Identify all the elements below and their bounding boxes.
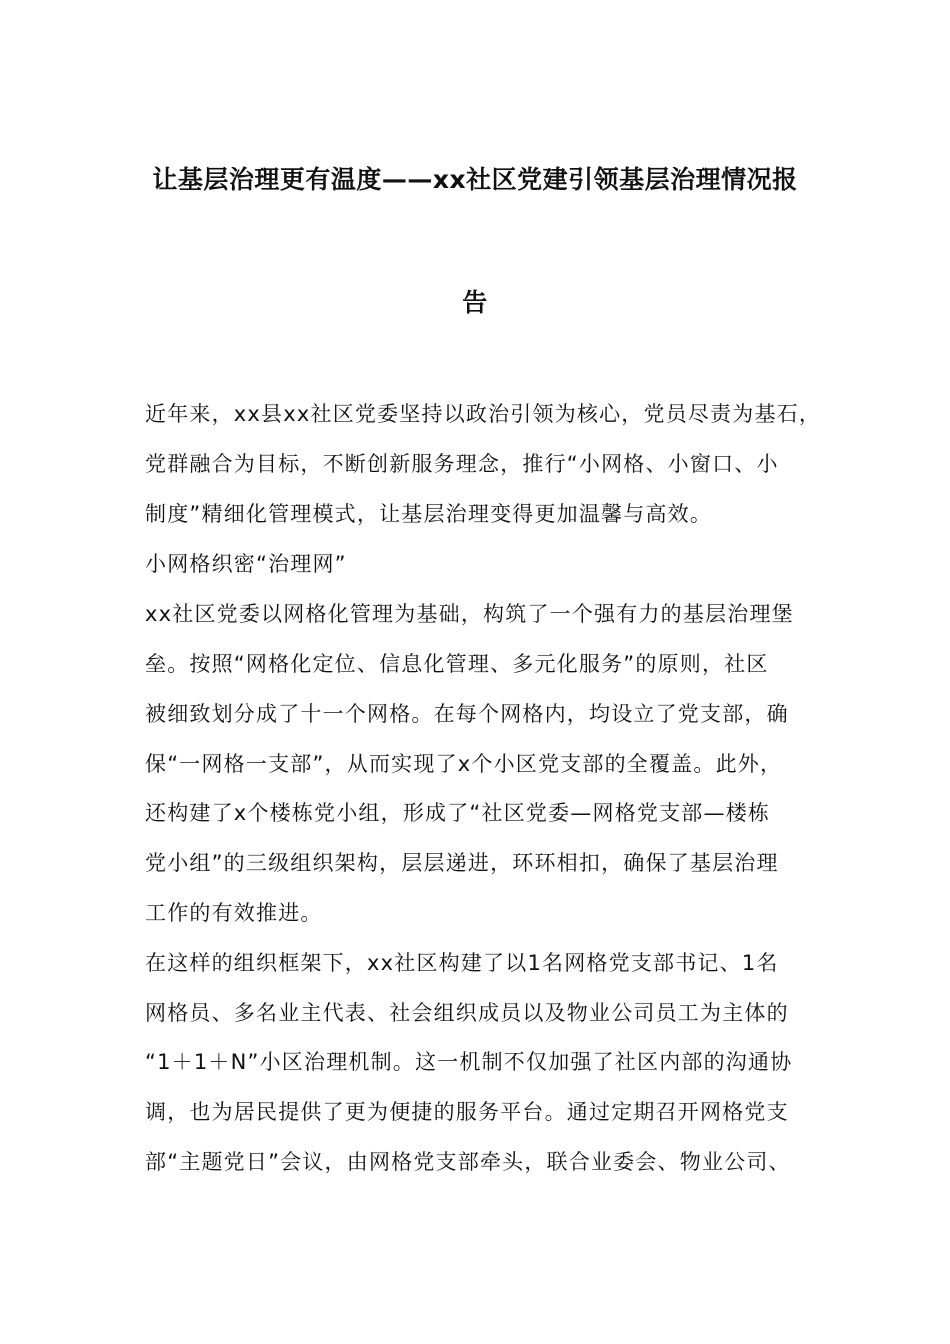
paragraph-line: 党小组”的三级组织架构，层层递进，环环相扣，确保了基层治理 [145,851,779,875]
paragraph-line: 在这样的组织框架下，xx社区构建了以1名网格党支部书记、1名 [145,951,779,975]
paragraph-line: “1＋1＋N”小区治理机制。这一机制不仅加强了社区内部的沟通协 [145,1050,793,1074]
paragraph-line: 部“主题党日”会议，由网格党支部牵头，联合业委会、物业公司、 [145,1150,791,1174]
section-heading: 小网格织密“治理网” [145,552,347,576]
paragraph-line: 网格员、多名业主代表、社会组织成员以及物业公司员工为主体的 [145,1001,789,1025]
paragraph-line: 工作的有效推进。 [145,901,323,925]
paragraph-line: 制度”精细化管理模式，让基层治理变得更加温馨与高效。 [145,502,713,526]
paragraph-line: 垒。按照“网格化定位、信息化管理、多元化服务”的原则，社区 [145,652,769,676]
paragraph-line: 调，也为居民提供了更为便捷的服务平台。通过定期召开网格党支 [145,1100,789,1124]
document-title-line-2: 告 [462,288,488,317]
paragraph-line: 还构建了x个楼栋党小组，形成了“社区党委—网格党支部—楼栋 [145,801,771,825]
paragraph-line: 保“一网格一支部”，从而实现了x个小区党支部的全覆盖。此外， [145,752,783,776]
paragraph-line: 近年来，xx县xx社区党委坚持以政治引领为核心，党员尽责为基石， [145,402,822,426]
document-title-line-1: 让基层治理更有温度——xx社区党建引领基层治理情况报 [152,165,798,194]
paragraph-line: 党群融合为目标，不断创新服务理念，推行“小网格、小窗口、小 [145,452,779,476]
paragraph-line: xx社区党委以网格化管理为基础，构筑了一个强有力的基层治理堡 [145,602,794,626]
paragraph-line: 被细致划分成了十一个网格。在每个网格内，均设立了党支部，确 [145,702,789,726]
